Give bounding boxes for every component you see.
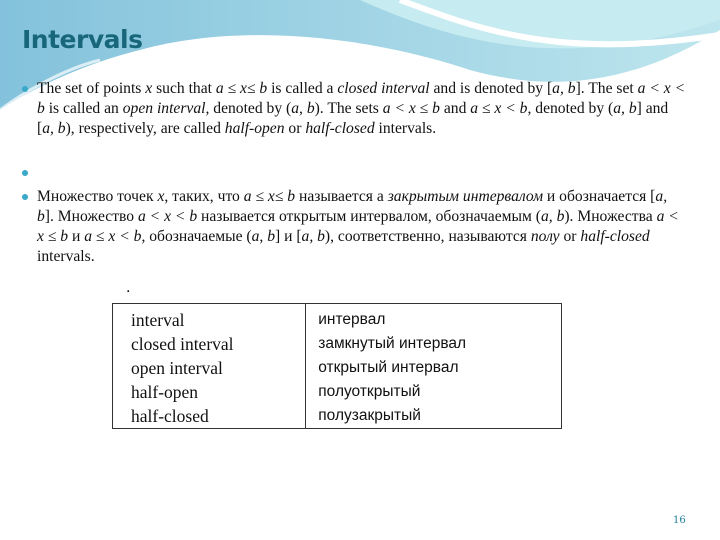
term-ru: замкнутый интервал — [318, 335, 467, 352]
bullet-empty — [22, 163, 687, 183]
text-run: intervals. — [374, 120, 437, 137]
italic-term: a ≤ x≤ b — [215, 80, 268, 97]
text-run: is called an — [44, 100, 123, 117]
text-run: , таких, что — [164, 188, 244, 205]
slide-title: Intervals — [22, 25, 143, 54]
italic-term: half-closed — [580, 228, 650, 245]
page-number: 16 — [673, 515, 686, 526]
italic-term: a < x < b — [137, 208, 198, 225]
text-run: or — [559, 228, 581, 245]
text-run: and is denoted by [ — [429, 80, 553, 97]
text-run: is called a — [267, 80, 338, 97]
text-run: intervals. — [37, 248, 95, 265]
text-run: , denoted by ( — [205, 100, 292, 117]
text-run: and — [439, 100, 471, 117]
italic-term: a, b — [301, 228, 325, 245]
stray-dot: . — [126, 280, 131, 296]
text-run: и — [68, 228, 85, 245]
table-row — [113, 304, 562, 429]
italic-term: закрытым интервалом — [387, 188, 544, 205]
italic-term: a ≤ x≤ b — [243, 188, 296, 205]
term-en: closed interval — [131, 334, 234, 354]
italic-term: a, b — [540, 208, 565, 225]
italic-term: closed interval — [337, 80, 430, 97]
text-run: ). Множества — [564, 208, 657, 225]
italic-term: полу — [530, 228, 560, 245]
italic-term: a, b — [552, 80, 576, 97]
bullet-text — [37, 79, 687, 139]
term-ru: открытый интервал — [318, 359, 459, 376]
italic-term: x — [145, 80, 153, 97]
glossary-table — [112, 303, 562, 429]
italic-term: a, b — [613, 100, 637, 117]
text-run: ]. Множество — [44, 208, 138, 225]
italic-term: a ≤ x < b — [84, 228, 142, 245]
term-en: open interval — [131, 358, 223, 378]
italic-term: a < x < b — [37, 80, 686, 117]
italic-term: x — [157, 188, 165, 205]
italic-term: a, b — [37, 188, 668, 225]
text-run: и обозначается [ — [543, 188, 656, 205]
text-run: ). The sets — [314, 100, 383, 117]
bullet-icon — [22, 86, 28, 92]
italic-term: half-closed — [305, 120, 375, 137]
text-run: ] and [ — [37, 100, 669, 137]
bullet-english-definition — [22, 79, 687, 139]
bullet-icon — [22, 170, 28, 176]
italic-term: a < x ≤ b — [37, 208, 679, 245]
text-run: The set of points — [37, 80, 146, 97]
bullet-text — [37, 187, 687, 267]
italic-term: open interval — [122, 100, 206, 117]
text-run: ), соответственно, называются — [324, 228, 531, 245]
term-en: interval — [131, 310, 185, 330]
italic-term: a, b — [291, 100, 315, 117]
italic-term: a, b — [42, 120, 66, 137]
text-run: называется открытым интервалом, обозначаемым ( — [197, 208, 541, 225]
text-run: Множество точек — [37, 188, 158, 205]
term-ru: интервал — [318, 311, 386, 328]
italic-term: a ≤ x < b — [470, 100, 528, 117]
text-run: называется а — [295, 188, 388, 205]
term-ru: полузакрытый — [318, 407, 421, 424]
italic-term: a < x ≤ b — [382, 100, 440, 117]
russian-terms — [306, 304, 562, 429]
text-run: , обозначаемые ( — [141, 228, 252, 245]
term-en: half-closed — [131, 406, 209, 426]
text-run: , denoted by ( — [527, 100, 614, 117]
term-en: half-open — [131, 382, 199, 402]
bullet-text — [37, 163, 687, 183]
text-run: ] и [ — [275, 228, 302, 245]
bullet-russian-definition — [22, 187, 687, 267]
italic-term: half-open — [224, 120, 285, 137]
text-run: ]. The set — [575, 80, 638, 97]
bullet-icon — [22, 194, 28, 200]
term-ru: полуоткрытый — [318, 383, 421, 400]
italic-term: a, b — [251, 228, 275, 245]
text-run: ), respectively, are called — [65, 120, 225, 137]
text-run: such that — [152, 80, 216, 97]
english-terms — [113, 304, 306, 429]
text-run: or — [284, 120, 306, 137]
